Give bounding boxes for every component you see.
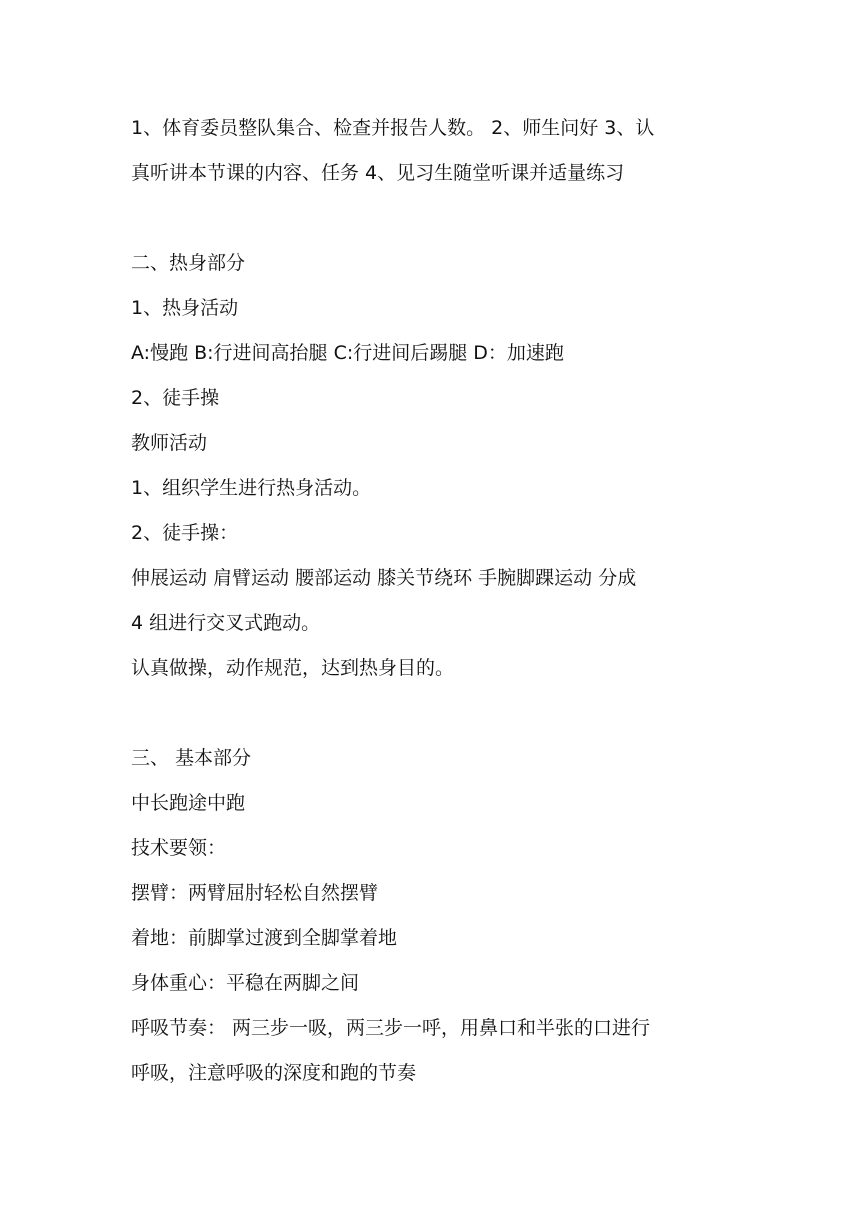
teacher-activity-item-1: 1、组织学生进行热身活动。 <box>131 477 372 499</box>
basic-topic: 中长跑途中跑 <box>131 792 246 814</box>
technique-center: 身体重心：平稳在两脚之间 <box>131 972 360 994</box>
intro-line-1: 1、体育委员整队集合、检查并报告人数。 2、师生问好 3、认 <box>131 117 655 139</box>
basic-heading: 三、 基本部分 <box>131 747 252 769</box>
technique-landing: 着地：前脚掌过渡到全脚掌着地 <box>131 927 398 949</box>
intro-line-2: 真听讲本节课的内容、任务 4、见习生随堂听课并适量练习 <box>131 162 625 184</box>
technique-arm: 摆臂：两臂屈肘轻松自然摆臂 <box>131 882 379 904</box>
teacher-activity-heading: 教师活动 <box>131 432 208 454</box>
warmup-heading: 二、热身部分 <box>131 252 246 274</box>
exercises-line-1: 伸展运动 肩臂运动 腰部运动 膝关节绕环 手腕脚踝运动 分成 <box>131 567 637 589</box>
exercises-line-2: 4 组进行交叉式跑动。 <box>131 612 321 634</box>
warmup-requirement: 认真做操，动作规范，达到热身目的。 <box>131 657 455 679</box>
technique-heading: 技术要领： <box>131 837 227 859</box>
teacher-activity-item-2: 2、徒手操： <box>131 522 239 544</box>
breathing-line-2: 呼吸，注意呼吸的深度和跑的节奏 <box>131 1062 417 1084</box>
warmup-item-1-title: 1、热身活动 <box>131 297 239 319</box>
warmup-item-2-title: 2、徒手操 <box>131 387 220 409</box>
breathing-line-1: 呼吸节奏： 两三步一吸，两三步一呼，用鼻口和半张的口进行 <box>131 1017 651 1039</box>
warmup-item-1-content: A:慢跑 B:行进间高抬腿 C:行进间后踢腿 D：加速跑 <box>131 342 564 364</box>
